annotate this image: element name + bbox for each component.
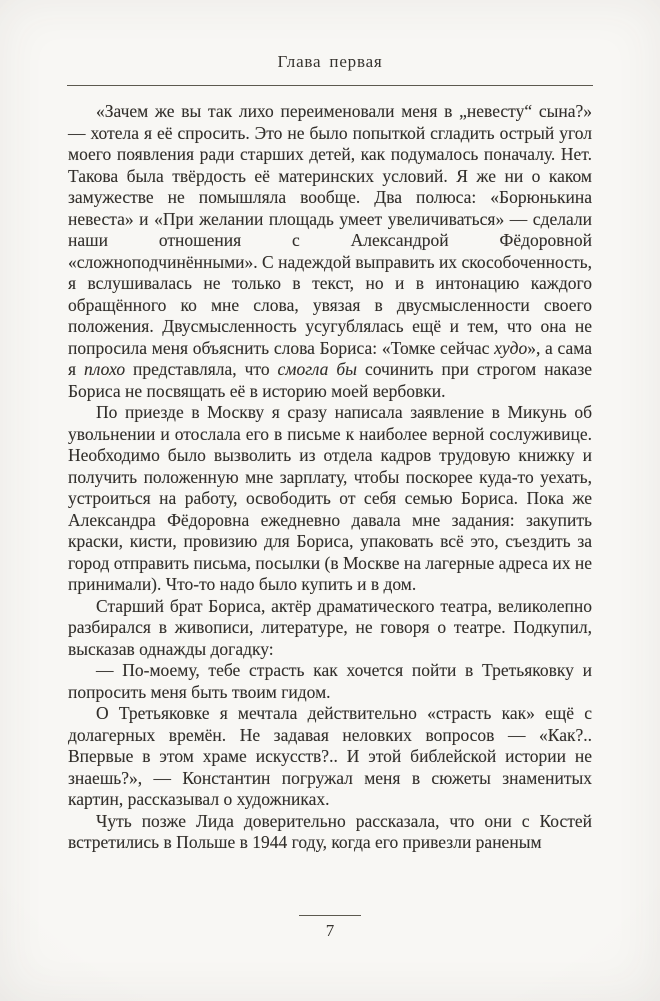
paragraph: О Третьяковке я мечтала действительно «страсть как» ещё с долагерных времён. Не задавая неловких вопросов — «Как?.. Впервые в этом храме искусств?.. И этой библейской истории не знаешь?», — Константин погружал меня в сюжеты знаменитых картин, рассказывал о художниках. <box>68 703 592 809</box>
text-block <box>68 101 592 854</box>
footer-rule <box>299 915 361 916</box>
italic-text: худо <box>494 337 528 358</box>
paragraph: По приезде в Москву я сразу написала заявление в Микунь об увольнении и отослала его в письме к наиболее верной сослуживице. Необходимо было вызволить из отдела кадров трудовую книжку и получить положенную мне зарплату, чтобы поскорее куда-то уехать, устроиться на работу, освободить от себя семью Бориса. Пока же Александра Фёдоровна ежедневно давала мне задания: закупить краски, кисти, провизию для Бориса, упаковать всё это, съездить за город отправить письма, посылки (в Москве на лагерные адреса их не принимали). Что-то надо было купить и в дом. <box>68 402 592 594</box>
paragraph: «Зачем же вы так лихо переименовали меня в „невесту“ сына?» — хотела я её спросить. Это не было попыткой сгладить острый угол моего появления ради старших детей, как подумалось поначалу. Нет. Такова была твёрдость её материнских условий. Я же ни о каком замужестве не помышляла вообще. Два полюса: «Борюнькина невеста» и «При желании площадь умеет увеличиваться» — сделали наши отношения с Александрой Фёдоровной «сложноподчинёнными». С надеждой выправить их скособоченность, я вслушивалась не только в текст, но и в интонацию каждого обращённого ко мне слова, увязая в двусмысленности своего положения. Двусмысленность усугублялась ещё и тем, что она не попросила меня объяснить слова Бориса: «Томке сейчас худо», а сама я плохо представляла, что смогла бы сочинить при строгом наказе Бориса не посвящать её в историю моей вербовки. <box>68 101 593 401</box>
page-header <box>0 0 660 86</box>
page-number: 7 <box>325 921 335 940</box>
chapter-title: Глава первая <box>277 52 383 71</box>
page-footer <box>0 915 660 941</box>
italic-text: плохо <box>84 359 126 379</box>
paragraph: Чуть позже Лида доверительно рассказала, что они с Костей встретились в Польше в 1944 году, когда его привезли раненым <box>68 810 592 852</box>
italic-text: смогла бы <box>277 359 357 379</box>
paragraph: — По-моему, тебе страсть как хочется пойти в Третьяковку и попросить меня быть твоим гидом. <box>68 660 592 702</box>
paragraph: Старший брат Бориса, актёр драматического театра, великолепно разбирался в живописи, литературе, не говоря о театре. Подкупил, высказав однажды догадку: <box>68 595 592 659</box>
header-rule <box>67 85 593 86</box>
